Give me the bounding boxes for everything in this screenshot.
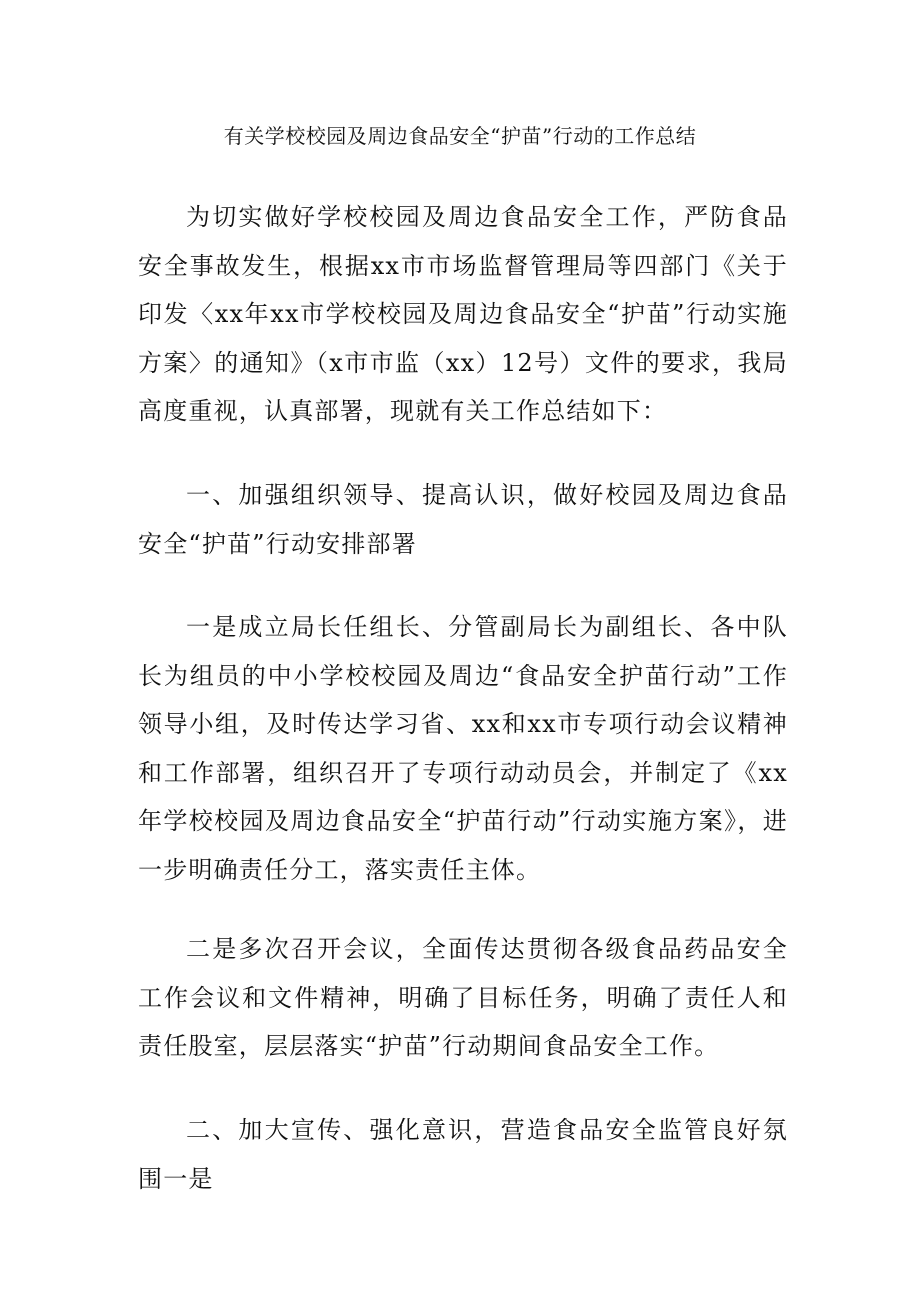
paragraph-point-1: 一是成立局长任组长、分管副局长为副组长、各中队长为组员的中小学校校园及周边“食品安全护苗行动”工作领导小组，及时传达学习省、xx和xx市专项行动会议精神和工作部署，组织召开了专项行动动员会，并制定了《xx年学校校园及周边食品安全“护苗行动”行动实施方案》，进一步明确责任分工，落实责任主体。 <box>138 613 788 884</box>
section-heading-2: 二、加大宣传、强化意识，营造食品安全监管良好氛围一是 <box>138 1116 788 1193</box>
paragraph-intro: 为切实做好学校校园及周边食品安全工作，严防食品安全事故发生，根据xx市市场监督管理局等四部门《关于印发〈xx年xx市学校校园及周边食品安全“护苗”行动实施方案〉的通知》（x市市监（xx）12号）文件的要求，我局高度重视，认真部署，现就有关工作总结如下： <box>138 203 788 426</box>
section-heading-1: 一、加强组织领导、提高认识，做好校园及周边食品安全“护苗”行动安排部署 <box>138 481 788 558</box>
paragraph-point-2: 二是多次召开会议，全面传达贯彻各级食品药品安全工作会议和文件精神，明确了目标任务，明确了责任人和责任股室，层层落实“护苗”行动期间食品安全工作。 <box>138 935 788 1061</box>
document-title: 有关学校校园及周边食品安全“护苗”行动的工作总结 <box>223 124 697 148</box>
